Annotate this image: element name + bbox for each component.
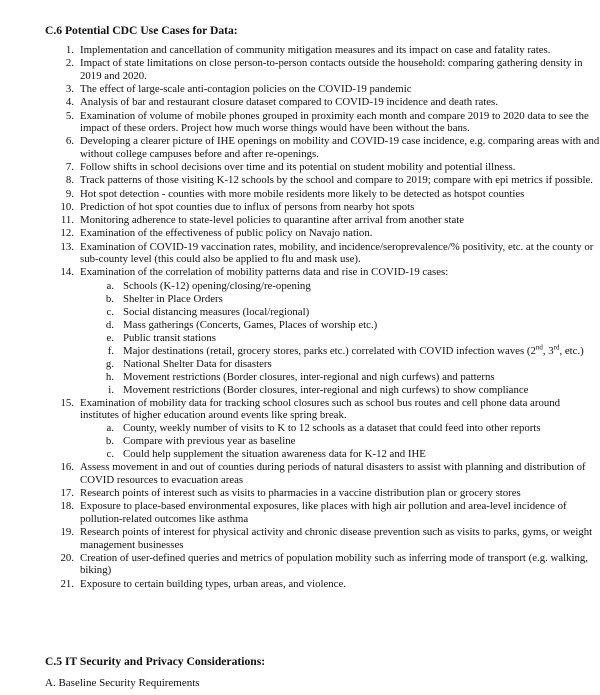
sub-list-item	[0, 422, 600, 434]
sub-list-letter: b.	[105, 292, 114, 305]
sub-list-letter: c.	[106, 448, 114, 461]
list-item-text: Monitoring adherence to state-level policies to quarantine after arrival from another state	[80, 214, 465, 227]
list-item-text: Exposure to certain building types, urban areas, and violence.	[80, 577, 346, 590]
list-item-number: 18.	[60, 500, 74, 513]
sub-list-item	[0, 435, 600, 447]
list-item-number: 14.	[60, 266, 74, 279]
list-item-text: Examination of the effectiveness of public policy on Navajo nation.	[80, 227, 373, 240]
list-item	[0, 201, 600, 213]
sub-list-text: Shelter in Place Orders	[123, 292, 223, 305]
sub-list-item	[0, 345, 600, 357]
list-item-number: 2.	[65, 57, 74, 70]
list-item-number: 8.	[65, 174, 74, 187]
list-item	[0, 227, 600, 239]
list-item-number: 1.	[65, 44, 74, 56]
sub-list-item	[0, 332, 600, 344]
list-item	[0, 500, 600, 525]
list-item-text: Research points of interest for physical activity and chronic disease prevention such as visits to parks, gyms, or weight management businesses	[80, 526, 593, 551]
list-item-text: Hot spot detection - counties with more mobile residents more likely to be detected as hotspot counties	[80, 187, 525, 200]
section-c5-title: C.5 IT Security and Privacy Considerations:	[45, 655, 266, 668]
sub-list-letter: h.	[105, 370, 114, 383]
list-item-text: Examination of the correlation of mobility patterns data and rise in COVID-19 cases:	[80, 266, 449, 279]
list-item-number: 20.	[60, 551, 74, 564]
sub-list-item	[0, 306, 600, 318]
list-item	[0, 578, 600, 590]
list-item-text: Track patterns of those visiting K-12 schools by the school and compare to 2019; compare with epi metrics if possible.	[80, 174, 593, 187]
sub-list-text: Major destinations (retail, grocery stores, parks etc.) correlated with COVID infection waves (2	[123, 344, 536, 357]
sub-list-text: National Shelter Data for disasters	[123, 357, 272, 370]
list-item-text: Analysis of bar and restaurant closure dataset compared to COVID-19 incidence and death rates.	[80, 96, 498, 109]
sub-list-text-tail: , etc.)	[559, 344, 584, 357]
list-item	[0, 110, 600, 135]
list-item-text: Impact of state limitations on close person-to-person contacts outside the household: comparing gathering density in 2019 and 2020.	[80, 57, 583, 82]
list-item-number: 21.	[60, 577, 74, 590]
sub-list-text: Movement restrictions (Border closures, inter-regional and nigh curfews) and patterns	[123, 370, 495, 383]
list-item	[0, 44, 600, 56]
sub-list-item	[0, 448, 600, 460]
list-item	[0, 96, 600, 108]
sub-list-item	[0, 371, 600, 383]
list-item	[0, 135, 600, 160]
list-item-text: Follow shifts in school decisions over time and its potential on student mobility and potential illness.	[80, 161, 516, 173]
list-item-text: Research points of interest such as visits to pharmacies in a vaccine distribution plan or grocery stores	[80, 487, 521, 500]
list-item-text: Examination of mobility data for tracking school closures such as school bus routes and cell phone data around institutes of higher education around events like spring break.	[80, 396, 561, 422]
sub-list-item	[0, 280, 600, 292]
sub-list-letter: f.	[107, 344, 114, 357]
sub-list-item	[0, 384, 600, 396]
list-item-text: The effect of large-scale anti-contagion policies on the COVID-19 pandemic	[80, 83, 412, 95]
list-item	[0, 487, 600, 499]
list-item-number: 6.	[65, 135, 74, 148]
sub-list-letter: g.	[105, 357, 114, 370]
sub-list-text: Mass gatherings (Concerts, Games, Places of worship etc.)	[123, 318, 378, 331]
list-item	[0, 214, 600, 226]
list-item	[0, 397, 600, 422]
sub-list-text: County, weekly number of visits to K to 12 schools as a dataset that could feed into other reports	[123, 422, 541, 435]
list-item-number: 4.	[65, 96, 74, 109]
sub-list-text: Social distancing measures (local/regional)	[123, 305, 310, 318]
sub-list-text: Schools (K-12) opening/closing/re-opening	[123, 279, 311, 292]
sub-list-letter: e.	[106, 331, 114, 344]
sub-list-letter: d.	[105, 318, 114, 331]
ordinal-suffix: rd	[553, 343, 560, 352]
section-c6-title: C.6 Potential CDC Use Cases for Data:	[45, 24, 238, 37]
list-item-number: 17.	[60, 487, 74, 500]
list-item-text: Examination of COVID-19 vaccination rates, mobility, and incidence/seroprevalence/% positivity, etc. at the county or sub-county level (this could also be applied to flu and mask use).	[80, 240, 594, 266]
list-item-number: 15.	[60, 396, 74, 409]
list-item-number: 9.	[65, 187, 74, 200]
subsection-a-title: A. Baseline Security Requirements	[45, 677, 200, 689]
sub-list-item	[0, 319, 600, 331]
sub-list-text: Could help supplement the situation awareness data for K-12 and IHE	[123, 448, 426, 461]
sub-list-item	[0, 358, 600, 370]
list-item	[0, 57, 600, 82]
sub-list-letter: c.	[106, 305, 114, 318]
list-item	[0, 188, 600, 200]
list-item-number: 11.	[60, 214, 74, 227]
sub-list-text-mid: , 3	[542, 344, 554, 357]
list-item	[0, 83, 600, 95]
list-item-text: Assess movement in and out of counties during periods of natural disasters to assist with planning and distribution of COVID resources to evacuation areas	[80, 461, 586, 486]
sub-list-letter: a.	[106, 422, 114, 435]
list-item	[0, 174, 600, 186]
list-item	[0, 241, 600, 266]
ordinal-suffix: nd	[535, 343, 543, 352]
sub-list-letter: i.	[108, 383, 114, 396]
sub-list-text: Public transit stations	[123, 331, 216, 344]
list-item-text: Creation of user-defined queries and metrics of population mobility such as inferring mode of transport (e.g. walking, biking)	[80, 551, 589, 577]
list-item-number: 5.	[65, 109, 74, 122]
sub-list-letter: b.	[105, 435, 114, 448]
list-item-text: Examination of volume of mobile phones grouped in proximity each month and compare 2019 to 2020 data to see the impact of these orders. Project how much worse things would have been without the bans.	[80, 109, 589, 134]
list-item-text: Implementation and cancellation of community mitigation measures and its impact on case and fatality rates.	[80, 44, 551, 56]
list-item-number: 16.	[60, 461, 74, 474]
list-item-number: 13.	[60, 240, 74, 253]
list-item	[0, 266, 600, 278]
list-item-text: Exposure to place-based environmental exposures, like places with high air pollution and area-level incidence of pollution-related outcomes like asthma	[80, 500, 567, 525]
list-item-number: 7.	[65, 161, 74, 173]
list-item	[0, 552, 600, 577]
list-item	[0, 461, 600, 486]
list-item-number: 10.	[60, 200, 74, 213]
list-item-number: 19.	[60, 526, 74, 539]
list-item	[0, 526, 600, 551]
list-item	[0, 161, 600, 173]
sub-list-text: Compare with previous year as baseline	[123, 435, 296, 448]
sub-list-text: Movement restrictions (Border closures, inter-regional and nigh curfews) to show compliance	[123, 383, 529, 396]
list-item-number: 12.	[60, 227, 74, 240]
list-item-text: Developing a clearer picture of IHE openings on mobility and COVID-19 case incidence, e.g. comparing areas with and without college campuses before and after re-openings.	[80, 135, 600, 160]
sub-list-item	[0, 293, 600, 305]
list-item-number: 3.	[65, 83, 74, 95]
sub-list-letter: a.	[106, 279, 114, 292]
use-case-list	[0, 44, 600, 591]
list-item-text: Prediction of hot spot counties due to influx of persons from nearby hot spots	[80, 200, 415, 213]
